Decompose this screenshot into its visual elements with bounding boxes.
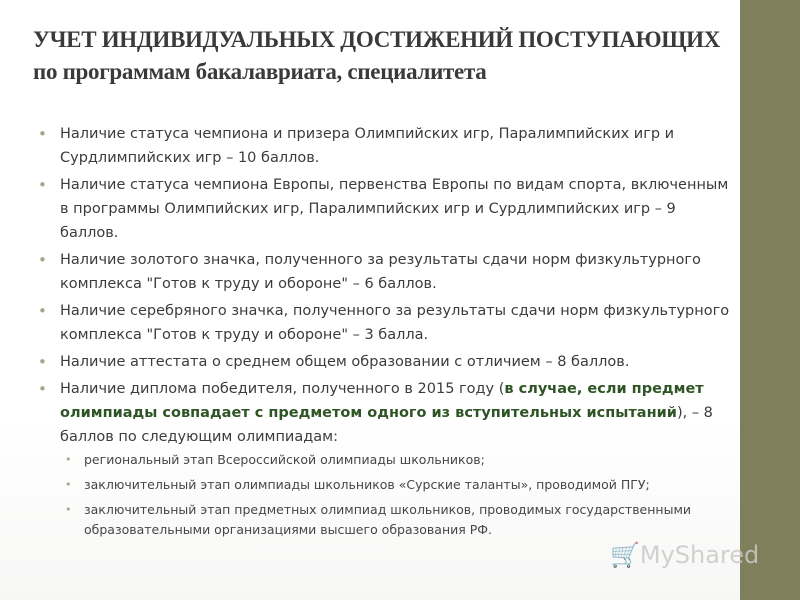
sub-list-item: • региональный этап Всероссийской олимпиады школьников; xyxy=(60,450,738,470)
list-item: • Наличие статуса чемпиона и призера Олимпийских игр, Паралимпийских игр и Сурдлимпийских игр – 10 баллов. xyxy=(38,122,738,170)
sub-list-item: • заключительный этап олимпиады школьников «Сурские таланты», проводимой ПГУ; xyxy=(60,475,738,495)
cart-icon: 🛒 xyxy=(610,541,640,569)
olympiad-list xyxy=(60,450,738,540)
title-line-2: по программам бакалавриата, специалитета xyxy=(33,59,487,84)
list-item: • Наличие статуса чемпиона Европы, первенства Европы по видам спорта, включенным в программы Олимпийских игр, Паралимпийских игр и Сурдлимпийских игр – 9 баллов. xyxy=(38,173,738,245)
watermark xyxy=(610,541,759,569)
accent-side-bar xyxy=(740,0,800,600)
watermark-text: MyShared xyxy=(639,541,760,569)
title-line-1: УЧЕТ ИНДИВИДУАЛЬНЫХ ДОСТИЖЕНИЙ ПОСТУПАЮЩИХ xyxy=(33,27,721,52)
diploma-text-before: Наличие диплома победителя, полученного в 2015 году ( xyxy=(60,381,505,397)
list-item: • Наличие аттестата о среднем общем образовании с отличием – 8 баллов. xyxy=(38,350,738,374)
list-item-diploma xyxy=(38,377,738,540)
sub-list-item: • заключительный этап предметных олимпиад школьников, проводимых государственными образовательными организациями высшего образования РФ. xyxy=(60,500,738,540)
slide-title xyxy=(33,24,743,88)
achievements-list xyxy=(38,122,738,545)
diploma-highlight: в случае, если предмет олимпиады совпадает с предметом одного из вступительных испытаний xyxy=(60,381,704,421)
list-item: • Наличие серебряного значка, полученного за результаты сдачи норм физкультурного комплекса "Готов к труду и обороне" – 3 балла. xyxy=(38,299,738,347)
diploma-text-after: ), – 8 баллов по следующим олимпиадам: xyxy=(60,405,713,445)
list-item: • Наличие золотого значка, полученного за результаты сдачи норм физкультурного комплекса "Готов к труду и обороне" – 6 баллов. xyxy=(38,248,738,296)
